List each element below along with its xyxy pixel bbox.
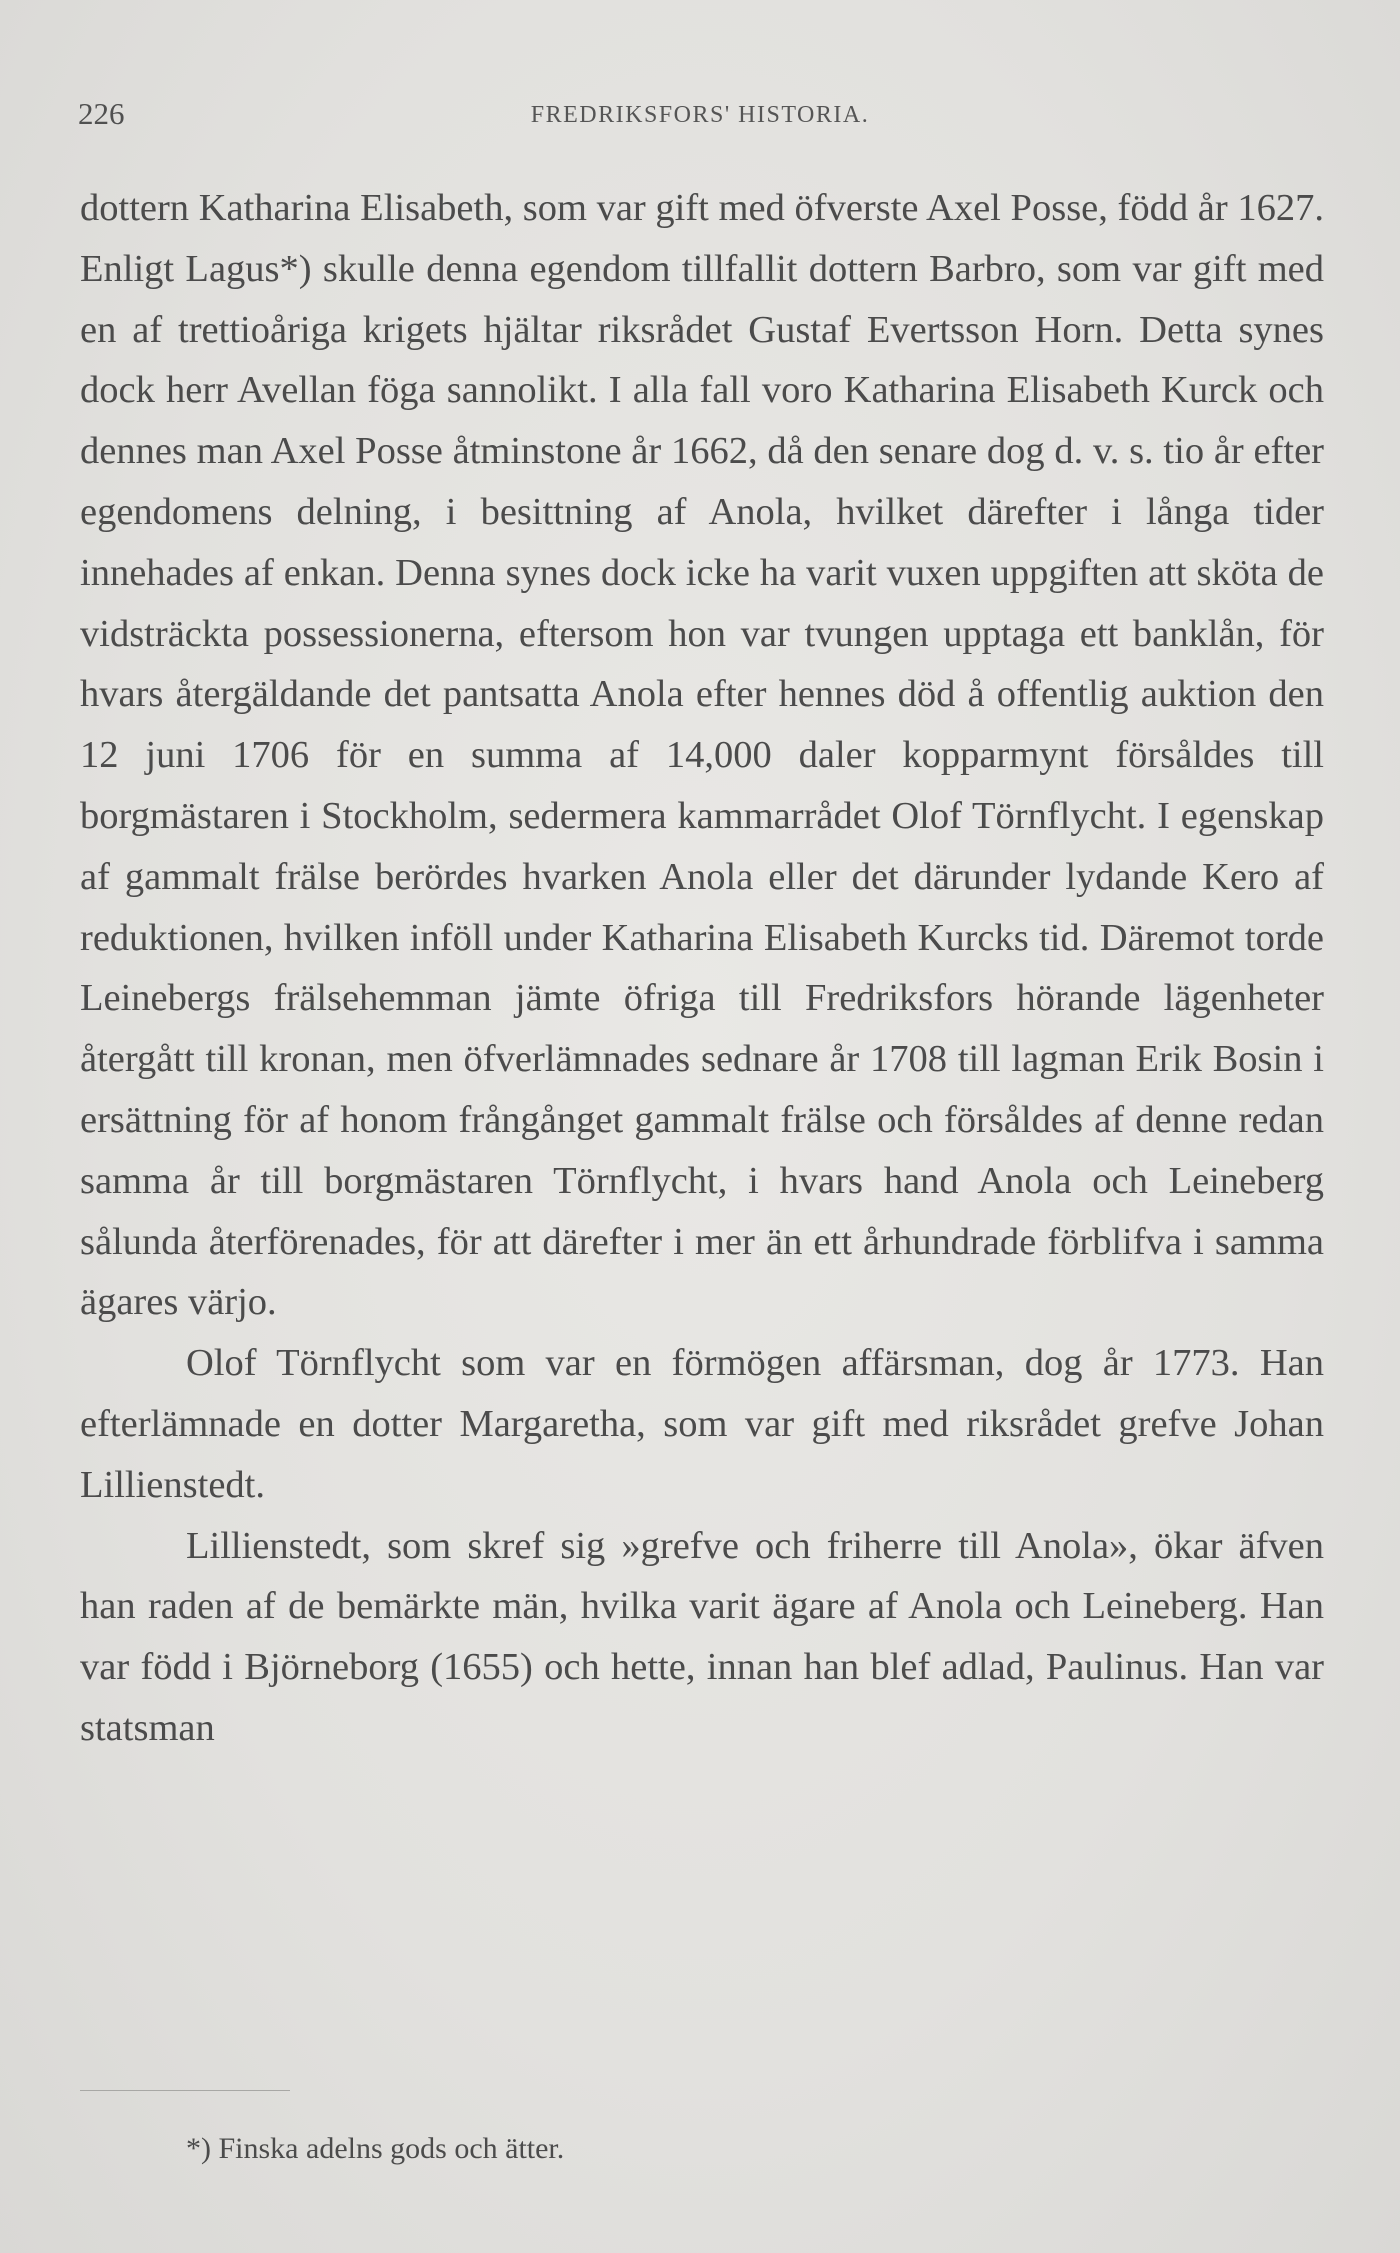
footnote-divider	[80, 2090, 290, 2091]
page-number: 226	[78, 96, 125, 131]
paragraph-lillienstedt: Lillienstedt, som skref sig »grefve och friherre till Anola», ökar äfven han raden af de bemärkte män, hvilka varit ägare af Anola och Leineberg. Han var född i Björneborg (1655) och hette, innan han blef adlad, Paulinus. Han var statsman	[80, 1524, 1324, 1749]
body-text	[80, 178, 1324, 1759]
paragraph-tornflycht: Olof Törnflycht som var en förmögen affärsman, dog år 1773. Han efterlämnade en dotter Margaretha, som var gift med riksrådet grefve Johan Lillienstedt.	[80, 1342, 1324, 1506]
page-header	[78, 96, 1322, 136]
paragraph-continuation: dottern Katharina Elisabeth, som var gift med öfverste Axel Posse, född år 1627. Enligt Lagus*) skulle denna egendom tillfallit dottern Barbro, som var gift med en af trettioåriga krigets hjältar riksrådet Gustaf Evertsson Horn. Detta synes dock herr Avellan föga sannolikt. I alla fall voro Katharina Elisabeth Kurck och dennes man Axel Posse åtminstone år 1662, då den senare dog d. v. s. tio år efter egendomens delning, i besittning af Anola, hvilket därefter i långa tider innehades af enkan. Denna synes dock icke ha varit vuxen uppgiften att sköta de vidsträckta possessionerna, eftersom hon var tvungen upptaga ett banklån, för hvars återgäldande det pantsatta Anola efter hennes död å offentlig auktion den 12 juni 1706 för en summa af 14,000 daler kopparmynt försåldes till borgmästaren i Stockholm, sedermera kammarrådet Olof Törnflycht. I egenskap af gammalt frälse berördes hvarken Anola eller det därunder lydande Kero af reduktionen, hvilken inföll under Katharina Elisabeth Kurcks tid. Däremot torde Leinebergs frälsehemman jämte öfriga till Fredriksfors hörande lägenheter återgått till kronan, men öfverlämnades sednare år 1708 till lagman Erik Bosin i ersättning för af honom frångånget gammalt frälse och försåldes af denne redan samma år till borgmästaren Törnflycht, i hvars hand Anola och Leineberg sålunda återförenades, för att därefter i mer än ett århundrade förblifva i samma ägares värjo.	[80, 187, 1324, 1324]
running-title: FREDRIKSFORS' HISTORIA.	[530, 102, 870, 128]
footnote: *) Finska adelns gods och ätter.	[186, 2132, 565, 2165]
